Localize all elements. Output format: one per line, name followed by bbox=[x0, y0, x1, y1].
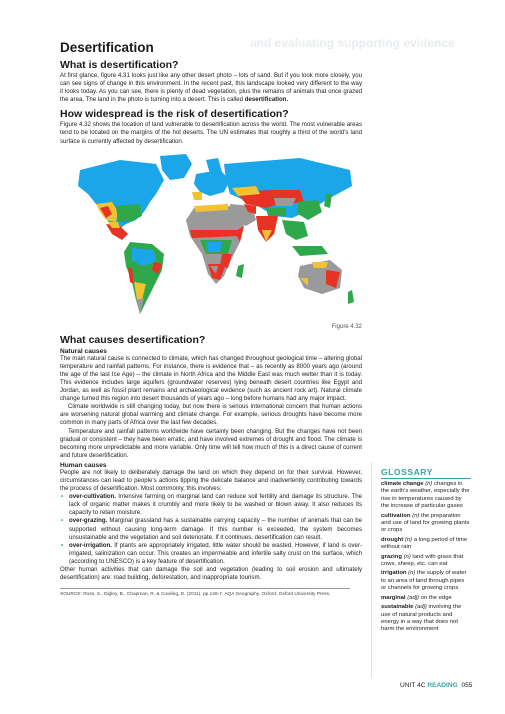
paragraph-human-intro: People are not likely to deliberately damage the land on which they depend on for their survival. However, circumstances can lead to people's actions tipping the delicate balance and inadvertently contributing towards the process of desertification. Most commonly, this involves: bbox=[60, 468, 362, 493]
term-desertification: desertification. bbox=[244, 96, 289, 104]
glossary-entry bbox=[381, 537, 471, 552]
glossary-pos: (n) bbox=[412, 512, 420, 519]
glossary-term: climate change bbox=[381, 481, 424, 487]
glossary-def: on the edge bbox=[419, 594, 452, 601]
bullet-text: Intensive farming on marginal land can reduce soil fertility and damage its structure. The lack of organic matter makes it crumbly and more likely to be washed or blown away. It also reduces its capacity to retain moisture. bbox=[69, 493, 362, 517]
glossary-pos: (n) bbox=[408, 570, 416, 577]
glossary-def: a long period of time without rain bbox=[381, 536, 468, 551]
bullet-text: If plants are appropriately irrigated, little water should be wasted. However, if land is over-irrigated, salinization can occur. This creates an impermeable and infertile salty crust on the surface, which (according to UNESCO) is a key feature of desertification. bbox=[69, 541, 362, 565]
list-item bbox=[69, 493, 362, 517]
text-what-is: At first glance, figure 4.31 looks just like any other desert photo – lots of sand. But if you look more closely, you can see signs of change in this environment. In the recent past, this landscape looked very different to the way it looks today. As you can see, there is plenty of dead vegetation, plus the remains of animals that once grazed the area. The land in the photo is turning into a desert. This is called bbox=[60, 72, 362, 104]
heading-causes: What causes desertification? bbox=[60, 333, 206, 346]
glossary-def: the supply of water to an area of land through pipes or channels for growing crops bbox=[381, 570, 467, 592]
glossary-pos: (n) bbox=[404, 536, 413, 543]
glossary-title: GLOSSARY bbox=[381, 467, 471, 479]
paragraph-natural-1: The main natural cause is connected to climate, which has changed throughout geological time – altering global temperature and rainfall patterns. For instance, there is evidence that – as recently as 8000 years ago (around the age of the last Ice Age) – the climate in North Africa and the Middle East was much wetter than it is today. This evidence includes large aquifers (groundwater reserves) lying beneath desert countries like Egypt and Jordan, as well as fossil plant remains and archaeological evidence (such as ancient rock art). Natural climate change turned this region into desert thousands of years ago – long before humans had any major impact. bbox=[60, 354, 362, 403]
glossary-pos: (n) bbox=[403, 553, 411, 560]
glossary-entry bbox=[381, 481, 471, 511]
page-number: 055 bbox=[461, 682, 473, 689]
glossary-term: sustainable bbox=[381, 604, 414, 611]
world-map-figure bbox=[60, 150, 362, 330]
bullet-term: over-cultivation. bbox=[69, 493, 117, 501]
glossary-entry bbox=[381, 595, 471, 602]
glossary-box bbox=[381, 467, 471, 636]
heading-what-is: What is desertification? bbox=[60, 59, 179, 71]
source-citation: SOURCE: Ross, S., Digley, B., Chapman, R. & Cowling, D. (2011). pp.146-7. AQA Geography. Oxford: Oxford University Press. bbox=[60, 588, 350, 597]
glossary-divider bbox=[371, 462, 372, 678]
paragraph-how-widespread: Figure 4.32 shows the location of land vulnerable to desertification across the world. The most vulnerable areas tend to be located on the margins of the hot deserts. The UN estimates that roughly a third of the world's land surface is currently affected by desertification. bbox=[60, 121, 362, 145]
glossary-def: the preparation and use of land for growing plants or crops bbox=[381, 512, 470, 534]
glossary-entry bbox=[381, 554, 471, 569]
figure-label: Figure 4.32 bbox=[331, 323, 362, 330]
article bbox=[60, 40, 362, 597]
page-footer bbox=[400, 682, 472, 689]
glossary-entry bbox=[381, 513, 471, 535]
glossary-def: involving the use of natural products and energy in a way that does not harm the environment bbox=[381, 604, 462, 633]
heading-human-causes: Human causes bbox=[60, 461, 107, 469]
footer-section: READING bbox=[427, 682, 458, 689]
glossary-pos: (adj) bbox=[407, 594, 419, 601]
bullet-term: over-grazing. bbox=[69, 517, 108, 525]
paragraph-natural-3: Temperature and rainfall patterns worldwide have certainly been changing. But the changes have not been gradual or consistent – they have been erratic, and have involved extremes of drought and flood. The climate is becoming more unpredictable and more variable. Only time will tell how much of this is a direct cause of current and future desertification. bbox=[60, 427, 362, 459]
glossary-entry bbox=[381, 604, 471, 634]
map-australia-north bbox=[312, 262, 328, 268]
glossary-term: drought bbox=[381, 536, 404, 543]
paragraph-natural-2: Climate worldwide is still changing today, but now there is serious international concern that human actions are worsening natural global warming and climate change. For example, serious droughts have become more common in many parts of Africa over the last few decades. bbox=[60, 403, 362, 427]
glossary-term: cultivation bbox=[381, 512, 411, 519]
glossary-term: grazing bbox=[381, 553, 402, 560]
paragraph-what-is bbox=[60, 72, 362, 104]
heading-natural-causes: Natural causes bbox=[60, 347, 107, 355]
glossary-term: marginal bbox=[381, 594, 406, 601]
glossary-pos: (adj) bbox=[415, 604, 427, 611]
map-congo bbox=[206, 242, 222, 252]
glossary-def: changes in the earth's weather, especially the rise in temperatures caused by the increase of particular gases bbox=[381, 481, 470, 510]
paragraph-human-other: Other human activities that can damage the soil and vegetation (leading to soil erosion and ultimately desertification) are: road building, deforestation, and inappropriate tourism. bbox=[60, 566, 362, 582]
page-title: Desertification bbox=[60, 40, 154, 55]
world-map bbox=[60, 150, 362, 330]
list-item bbox=[69, 517, 362, 541]
causes-list bbox=[60, 493, 362, 566]
ghost-heading: and evaluating supporting evidence bbox=[250, 36, 455, 50]
footer-unit: UNIT 4C bbox=[400, 682, 426, 689]
glossary-entry bbox=[381, 570, 471, 592]
heading-how-widespread: How widespread is the risk of desertification? bbox=[60, 108, 289, 121]
bullet-text: Marginal grassland has a sustainable carrying capacity – the number of animals that can be supported without causing long-term damage. If this number is exceeded, the system becomes unsustainable and the vegetation and soil deteriorate. If it continues, desertification can result. bbox=[69, 517, 362, 541]
glossary-pos: (n) bbox=[425, 481, 433, 487]
bullet-term: over-irrigation. bbox=[69, 541, 113, 549]
list-item bbox=[69, 542, 362, 566]
glossary-def: land with grass that cows, sheep, etc. can eat bbox=[381, 553, 464, 568]
map-tibet bbox=[266, 208, 286, 216]
glossary-term: irrigation bbox=[381, 570, 407, 577]
